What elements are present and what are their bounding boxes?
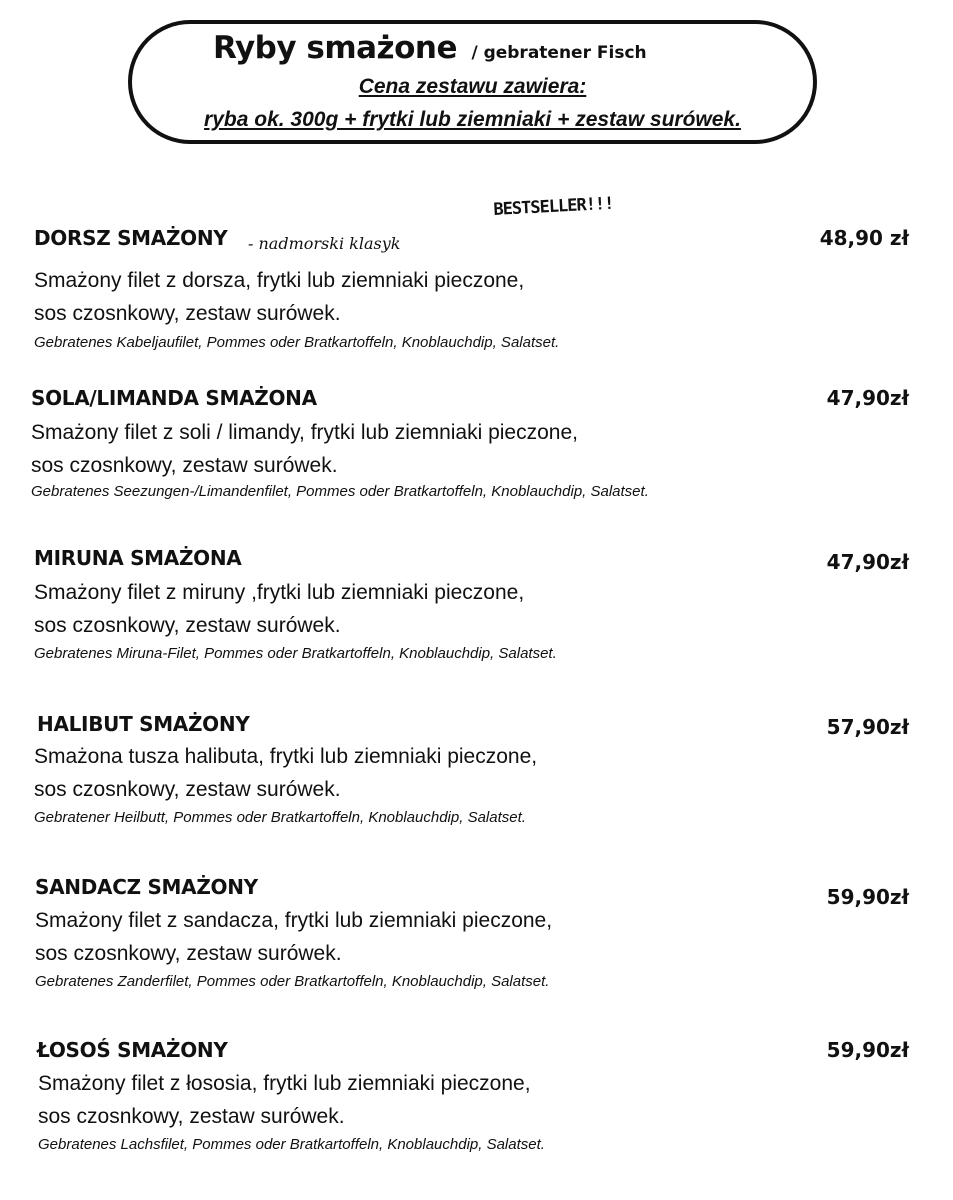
item-tagline: - nadmorski klasyk <box>248 234 401 253</box>
item-description <box>34 740 537 806</box>
item-description <box>35 904 552 970</box>
item-description-line: sos czosnkowy, zestaw surówek. <box>34 302 341 325</box>
set-info-heading: Cena zestawu zawiera: <box>358 75 587 98</box>
item-name: HALIBUT SMAŻONY <box>37 712 250 736</box>
item-description-line: Smażona tusza halibuta, frytki lub ziemniaki pieczone, <box>34 745 538 768</box>
item-description-de: Gebratenes Seezungen-/Limandenfilet, Pommes oder Bratkartoffeln, Knoblauchdip, Salatset. <box>31 483 649 500</box>
item-price: 57,90zł <box>826 715 909 739</box>
item-description-line: sos czosnkowy, zestaw surówek. <box>35 942 342 965</box>
item-description-line: sos czosnkowy, zestaw surówek. <box>34 778 341 801</box>
item-description-line: Smażony filet z łososia, frytki lub ziemniaki pieczone, <box>38 1072 531 1095</box>
item-description-line: sos czosnkowy, zestaw surówek. <box>34 614 341 637</box>
item-price: 48,90 zł <box>819 226 909 250</box>
item-description-line: Smażony filet z soli / limandy, frytki lub ziemniaki pieczone, <box>31 421 578 444</box>
page-subtitle: / gebratener Fisch <box>471 43 647 63</box>
item-description <box>34 264 524 330</box>
item-description-line: Smażony filet z dorsza, frytki lub ziemniaki pieczone, <box>34 269 525 292</box>
item-price: 59,90zł <box>826 885 909 909</box>
item-description-de: Gebratenes Miruna-Filet, Pommes oder Bratkartoffeln, Knoblauchdip, Salatset. <box>34 645 557 662</box>
item-name: ŁOSOŚ SMAŻONY <box>37 1038 228 1062</box>
item-description <box>31 416 578 482</box>
item-description <box>38 1067 531 1133</box>
item-price: 47,90zł <box>826 550 909 574</box>
bestseller-badge: BESTSELLER!!! <box>492 193 614 220</box>
item-description-de: Gebratenes Lachsfilet, Pommes oder Bratkartoffeln, Knoblauchdip, Salatset. <box>38 1136 545 1153</box>
item-description-line: Smażony filet z sandacza, frytki lub ziemniaki pieczone, <box>35 909 553 932</box>
item-name: SOLA/LIMANDA SMAŻONA <box>31 386 317 410</box>
item-description-de: Gebratenes Kabeljaufilet, Pommes oder Bratkartoffeln, Knoblauchdip, Salatset. <box>34 334 560 351</box>
header-title-row <box>213 30 647 70</box>
item-description-line: sos czosnkowy, zestaw surówek. <box>38 1105 345 1128</box>
item-name: DORSZ SMAŻONY <box>34 226 228 250</box>
item-price: 47,90zł <box>826 386 909 410</box>
item-description-de: Gebratener Heilbutt, Pommes oder Bratkartoffeln, Knoblauchdip, Salatset. <box>34 809 526 826</box>
page-title: Ryby smażone <box>213 30 457 66</box>
item-name: SANDACZ SMAŻONY <box>35 875 258 899</box>
item-name: MIRUNA SMAŻONA <box>34 546 242 570</box>
item-price: 59,90zł <box>826 1038 909 1062</box>
item-description-line: sos czosnkowy, zestaw surówek. <box>31 454 338 477</box>
item-description-line: Smażony filet z miruny ,frytki lub ziemniaki pieczone, <box>34 581 525 604</box>
item-description-de: Gebratenes Zanderfilet, Pommes oder Bratkartoffeln, Knoblauchdip, Salatset. <box>35 973 550 990</box>
item-description <box>34 576 524 642</box>
set-info-contents: ryba ok. 300g + frytki lub ziemniaki + zestaw surówek. <box>204 108 741 131</box>
